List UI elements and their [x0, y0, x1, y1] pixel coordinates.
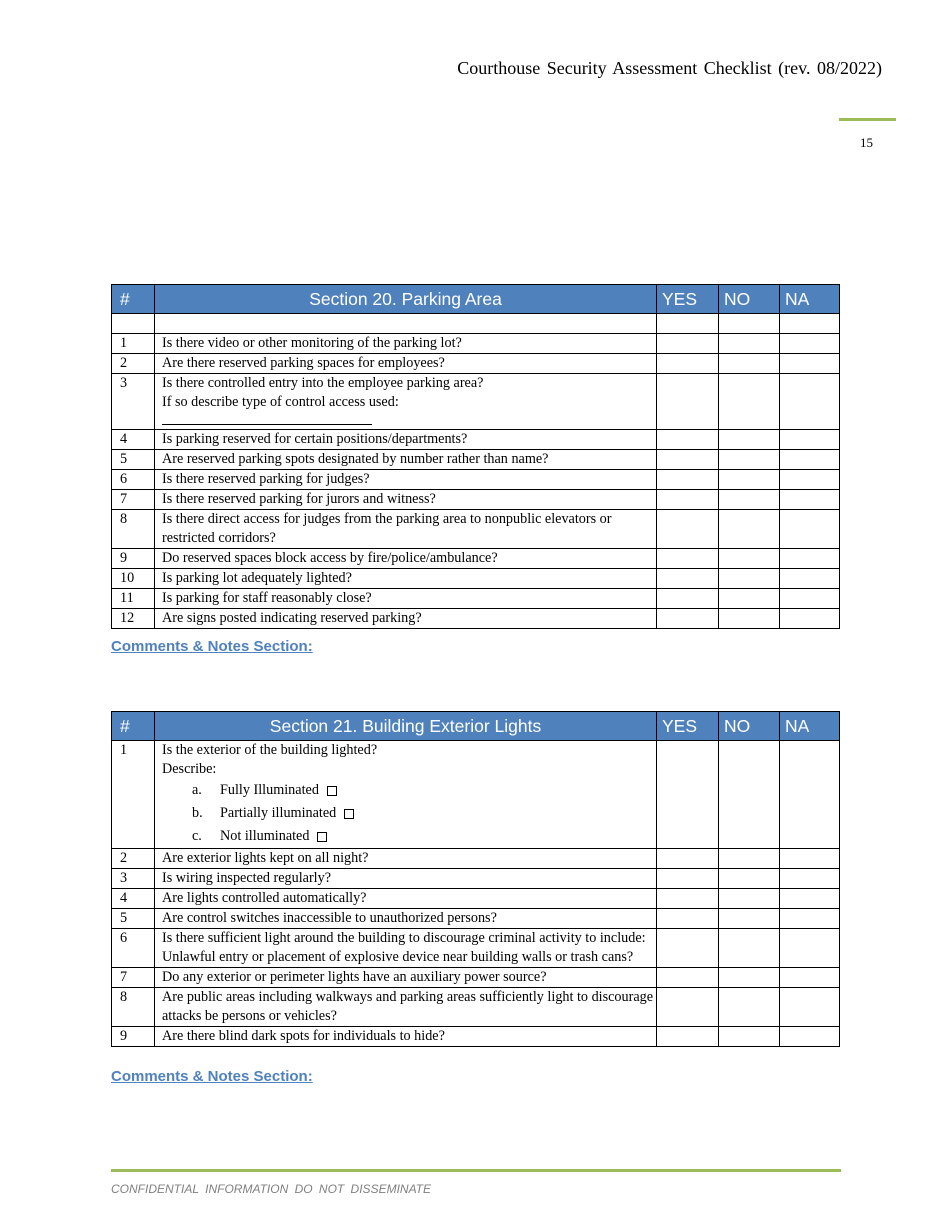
section-21-table — [111, 711, 840, 1047]
answer-no-cell[interactable] — [719, 314, 780, 334]
answer-no-cell[interactable] — [719, 1027, 780, 1047]
answer-yes-cell[interactable] — [657, 968, 719, 988]
column-header-number: # — [112, 712, 155, 741]
answer-yes-cell[interactable] — [657, 314, 719, 334]
table-row: 2 Are exterior lights kept on all night? — [112, 849, 840, 869]
answer-yes-cell[interactable] — [657, 988, 719, 1027]
answer-yes-cell[interactable] — [657, 334, 719, 354]
answer-yes-cell[interactable] — [657, 909, 719, 929]
answer-no-cell[interactable] — [719, 849, 780, 869]
answer-na-cell[interactable] — [780, 374, 840, 430]
question-text: Is there direct access for judges from the parking area to nonpublic elevators or restricted corridors? — [155, 510, 657, 549]
answer-no-cell[interactable] — [719, 569, 780, 589]
column-header-number: # — [112, 285, 155, 314]
answer-yes-cell[interactable] — [657, 354, 719, 374]
comments-notes-link-section-21[interactable]: Comments & Notes Section: — [111, 1068, 313, 1085]
table-header-row — [112, 285, 840, 314]
answer-no-cell[interactable] — [719, 374, 780, 430]
answer-na-cell[interactable] — [780, 430, 840, 450]
checkbox[interactable] — [317, 832, 327, 842]
table-row: 5 Are control switches inaccessible to unauthorized persons? — [112, 909, 840, 929]
answer-yes-cell[interactable] — [657, 510, 719, 549]
column-header-no: NO — [719, 285, 780, 314]
answer-na-cell[interactable] — [780, 988, 840, 1027]
answer-no-cell[interactable] — [719, 889, 780, 909]
answer-no-cell[interactable] — [719, 909, 780, 929]
answer-na-cell[interactable] — [780, 470, 840, 490]
question-text: Is parking reserved for certain positions/departments? — [155, 430, 657, 450]
question-text: Are there reserved parking spaces for employees? — [155, 354, 657, 374]
table-row: 11 Is parking for staff reasonably close? — [112, 589, 840, 609]
checkbox[interactable] — [344, 809, 354, 819]
section-title: Section 21. Building Exterior Lights — [155, 712, 657, 741]
question-text: Are public areas including walkways and parking areas sufficiently light to discourage attacks be persons or vehicles? — [155, 988, 657, 1027]
section-title: Section 20. Parking Area — [155, 285, 657, 314]
question-text: Are signs posted indicating reserved parking? — [155, 609, 657, 629]
answer-no-cell[interactable] — [719, 968, 780, 988]
answer-na-cell[interactable] — [780, 869, 840, 889]
table-row: 3 Is there controlled entry into the employee parking area? If so describe type of control access used: — [112, 374, 840, 430]
answer-na-cell[interactable] — [780, 909, 840, 929]
table-row: 9 Do reserved spaces block access by fire/police/ambulance? — [112, 549, 840, 569]
table-row: 8 Is there direct access for judges from the parking area to nonpublic elevators or restricted corridors? — [112, 510, 840, 549]
footer-confidential-notice: CONFIDENTIAL INFORMATION DO NOT DISSEMINATE — [111, 1182, 432, 1196]
answer-no-cell[interactable] — [719, 549, 780, 569]
question-text: Is parking for staff reasonably close? — [155, 589, 657, 609]
table-row: 2 Are there reserved parking spaces for employees? — [112, 354, 840, 374]
footer-rule — [111, 1169, 841, 1172]
table-row: 1 Is the exterior of the building lighted? Describe: a. Fully Illuminated b. Partially illuminated c. Not illuminated — [112, 741, 840, 849]
table-row: 4 Is parking reserved for certain positions/departments? — [112, 430, 840, 450]
table-row: 3 Is wiring inspected regularly? — [112, 869, 840, 889]
question-text: Are there blind dark spots for individuals to hide? — [155, 1027, 657, 1047]
answer-na-cell[interactable] — [780, 1027, 840, 1047]
answer-yes-cell[interactable] — [657, 929, 719, 968]
section-20-table — [111, 284, 840, 629]
answer-na-cell[interactable] — [780, 450, 840, 470]
question-text: Is parking lot adequately lighted? — [155, 569, 657, 589]
answer-no-cell[interactable] — [719, 929, 780, 968]
table-row: 10 Is parking lot adequately lighted? — [112, 569, 840, 589]
answer-yes-cell[interactable] — [657, 549, 719, 569]
answer-na-cell[interactable] — [780, 314, 840, 334]
table-row: 6 Is there reserved parking for judges? — [112, 470, 840, 490]
question-text: Is the exterior of the building lighted? — [162, 742, 378, 758]
answer-no-cell[interactable] — [719, 334, 780, 354]
question-text: Is there reserved parking for jurors and witness? — [155, 490, 657, 510]
answer-no-cell[interactable] — [719, 510, 780, 549]
question-text: Are lights controlled automatically? — [155, 889, 657, 909]
answer-yes-cell[interactable] — [657, 589, 719, 609]
question-followup: If so describe type of control access used: — [162, 394, 399, 410]
document-title: Courthouse Security Assessment Checklist (rev. 08/2022) — [457, 58, 882, 78]
table-row: 4 Are lights controlled automatically? — [112, 889, 840, 909]
answer-yes-cell[interactable] — [657, 490, 719, 510]
fill-in-blank[interactable] — [162, 414, 372, 425]
answer-no-cell[interactable] — [719, 450, 780, 470]
answer-na-cell[interactable] — [780, 889, 840, 909]
answer-no-cell[interactable] — [719, 869, 780, 889]
answer-na-cell[interactable] — [780, 849, 840, 869]
question-text: Do reserved spaces block access by fire/police/ambulance? — [155, 549, 657, 569]
option-fully-illuminated: a. Fully Illuminated — [162, 779, 656, 802]
answer-no-cell[interactable] — [719, 741, 780, 849]
question-text: Is there sufficient light around the building to discourage criminal activity to include: Unlawful entry or placement of explosive device near building walls or trash cans? — [155, 929, 657, 968]
question-followup: Describe: — [162, 761, 217, 777]
answer-no-cell[interactable] — [719, 490, 780, 510]
answer-no-cell[interactable] — [719, 470, 780, 490]
answer-yes-cell[interactable] — [657, 869, 719, 889]
table-row: 8 Are public areas including walkways and parking areas sufficiently light to discourage attacks be persons or vehicles? — [112, 988, 840, 1027]
comments-notes-link-section-20[interactable]: Comments & Notes Section: — [111, 638, 313, 655]
answer-yes-cell[interactable] — [657, 1027, 719, 1047]
question-text: Do any exterior or perimeter lights have an auxiliary power source? — [155, 968, 657, 988]
question-cell — [155, 374, 657, 430]
answer-no-cell[interactable] — [719, 988, 780, 1027]
answer-no-cell[interactable] — [719, 354, 780, 374]
table-header-row — [112, 712, 840, 741]
question-text: Is there reserved parking for judges? — [155, 470, 657, 490]
answer-na-cell[interactable] — [780, 354, 840, 374]
question-text: Are reserved parking spots designated by number rather than name? — [155, 450, 657, 470]
answer-yes-cell[interactable] — [657, 889, 719, 909]
answer-yes-cell[interactable] — [657, 430, 719, 450]
option-not-illuminated: c. Not illuminated — [162, 825, 656, 848]
answer-na-cell[interactable] — [780, 609, 840, 629]
answer-no-cell[interactable] — [719, 589, 780, 609]
checkbox[interactable] — [327, 786, 337, 796]
answer-yes-cell[interactable] — [657, 374, 719, 430]
column-header-yes: YES — [657, 712, 719, 741]
column-header-na: NA — [780, 712, 840, 741]
table-row: 12 Are signs posted indicating reserved parking? — [112, 609, 840, 629]
header-rule — [839, 118, 896, 121]
answer-na-cell[interactable] — [780, 510, 840, 549]
answer-na-cell[interactable] — [780, 569, 840, 589]
answer-yes-cell[interactable] — [657, 741, 719, 849]
answer-yes-cell[interactable] — [657, 450, 719, 470]
answer-na-cell[interactable] — [780, 929, 840, 968]
table-row: 7 Is there reserved parking for jurors and witness? — [112, 490, 840, 510]
column-header-na: NA — [780, 285, 840, 314]
answer-yes-cell[interactable] — [657, 470, 719, 490]
answer-na-cell[interactable] — [780, 334, 840, 354]
column-header-yes: YES — [657, 285, 719, 314]
answer-no-cell[interactable] — [719, 430, 780, 450]
table-row — [112, 314, 840, 334]
question-text: Are control switches inaccessible to unauthorized persons? — [155, 909, 657, 929]
answer-na-cell[interactable] — [780, 589, 840, 609]
table-row: 7 Do any exterior or perimeter lights have an auxiliary power source? — [112, 968, 840, 988]
page-number: 15 — [860, 135, 873, 150]
question-text: Are exterior lights kept on all night? — [155, 849, 657, 869]
answer-na-cell[interactable] — [780, 490, 840, 510]
answer-yes-cell[interactable] — [657, 609, 719, 629]
table-row: 5 Are reserved parking spots designated by number rather than name? — [112, 450, 840, 470]
table-row: 9 Are there blind dark spots for individuals to hide? — [112, 1027, 840, 1047]
question-text: Is there video or other monitoring of the parking lot? — [155, 334, 657, 354]
answer-no-cell[interactable] — [719, 609, 780, 629]
answer-na-cell[interactable] — [780, 741, 840, 849]
question-text: Is there controlled entry into the employee parking area? — [162, 375, 484, 391]
question-cell — [155, 741, 657, 849]
question-text: Is wiring inspected regularly? — [155, 869, 657, 889]
option-partially-illuminated: b. Partially illuminated — [162, 802, 656, 825]
table-row: 6 Is there sufficient light around the building to discourage criminal activity to include: Unlawful entry or placement of explosive device near building walls or trash cans? — [112, 929, 840, 968]
answer-yes-cell[interactable] — [657, 849, 719, 869]
table-row: 1 Is there video or other monitoring of the parking lot? — [112, 334, 840, 354]
answer-yes-cell[interactable] — [657, 569, 719, 589]
column-header-no: NO — [719, 712, 780, 741]
answer-na-cell[interactable] — [780, 549, 840, 569]
answer-na-cell[interactable] — [780, 968, 840, 988]
